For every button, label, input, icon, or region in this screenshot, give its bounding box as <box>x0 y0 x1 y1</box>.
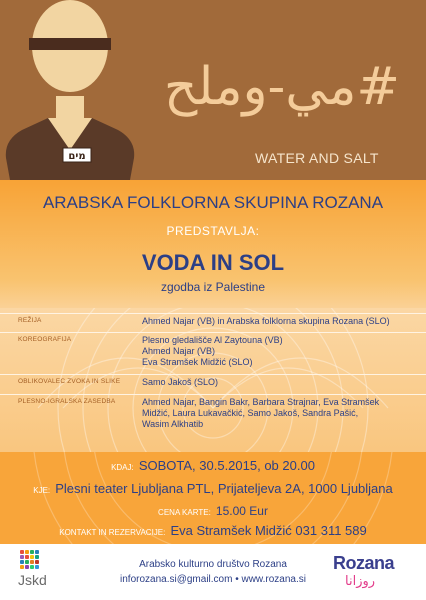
stamp-text: מים <box>68 151 86 162</box>
credit-row-choreography <box>0 332 426 373</box>
presents-label: PREDSTAVLJA: <box>166 224 260 238</box>
credit-line: Ahmed Najar, Bangin Bakr, Barbara Strajnar, Eva Stramšek <box>142 397 380 407</box>
credit-value: Samo Jakoš (SLO) <box>142 377 219 387</box>
credit-row-sound <box>0 374 426 395</box>
event-info <box>0 452 426 544</box>
english-title: WATER AND SALT <box>255 150 379 166</box>
show-title: VODA IN SOL <box>141 250 285 275</box>
price-value: 15.00 Eur <box>215 504 268 518</box>
contact-line <box>0 520 426 539</box>
when-line <box>0 455 426 474</box>
credit-line: Plesno gledališče Al Zaytouna (VB) <box>142 335 283 345</box>
where-value: Plesni teater Ljubljana PTL, Prijateljeva 2A, 1000 Ljubljana <box>55 481 393 496</box>
jskd-logo-text: Jskd <box>18 572 47 588</box>
credit-label: PLESNO-IGRALSKA ZASEDBA <box>18 398 116 405</box>
show-subtitle: zgodba iz Palestine <box>160 280 266 294</box>
where-label: KJE: <box>33 486 51 495</box>
credit-row-direction <box>0 313 426 333</box>
contact-label: KONTAKT IN REZERVACIJE: <box>59 528 166 537</box>
credits-section <box>0 308 426 452</box>
credit-value <box>142 335 414 368</box>
credit-row-cast <box>0 394 426 451</box>
where-line <box>0 478 426 497</box>
credit-line: Midžić, Laura Lukavačkić, Samo Jakoš, Sandra Pašić, <box>142 408 359 418</box>
credit-value: Ahmed Najar (VB) in Arabska folklorna skupina Rozana (SLO) <box>142 316 390 326</box>
credit-label: OBLIKOVALEC ZVOKA IN SLIKE <box>18 378 121 385</box>
credit-line: Ahmed Najar (VB) <box>142 346 216 356</box>
credit-value <box>142 397 414 430</box>
price-line <box>0 500 426 519</box>
when-label: KDAJ: <box>111 463 134 472</box>
arabic-title: #مي-وملح <box>163 57 400 117</box>
society-contacts: inforozana.si@gmail.com • www.rozana.si <box>120 574 306 585</box>
price-label: CENA KARTE: <box>158 508 211 517</box>
when-value: SOBOTA, 30.5.2015, ob 20.00 <box>138 458 315 473</box>
contact-value: Eva Stramšek Midžić 031 311 589 <box>170 523 367 538</box>
credit-line: Eva Stramšek Midžić (SLO) <box>142 357 253 367</box>
organizer-name: ARABSKA FOLKLORNA SKUPINA ROZANA <box>42 193 384 212</box>
rozana-logo-arabic: روزانا <box>345 574 376 589</box>
society-name: Arabsko kulturno društvo Rozana <box>139 559 287 570</box>
credit-label: REŽIJA <box>18 317 42 324</box>
rozana-logo: Rozana <box>333 553 395 573</box>
credit-label: KOREOGRAFIJA <box>18 336 72 343</box>
credit-line: Wasim Alkhatib <box>142 419 204 429</box>
